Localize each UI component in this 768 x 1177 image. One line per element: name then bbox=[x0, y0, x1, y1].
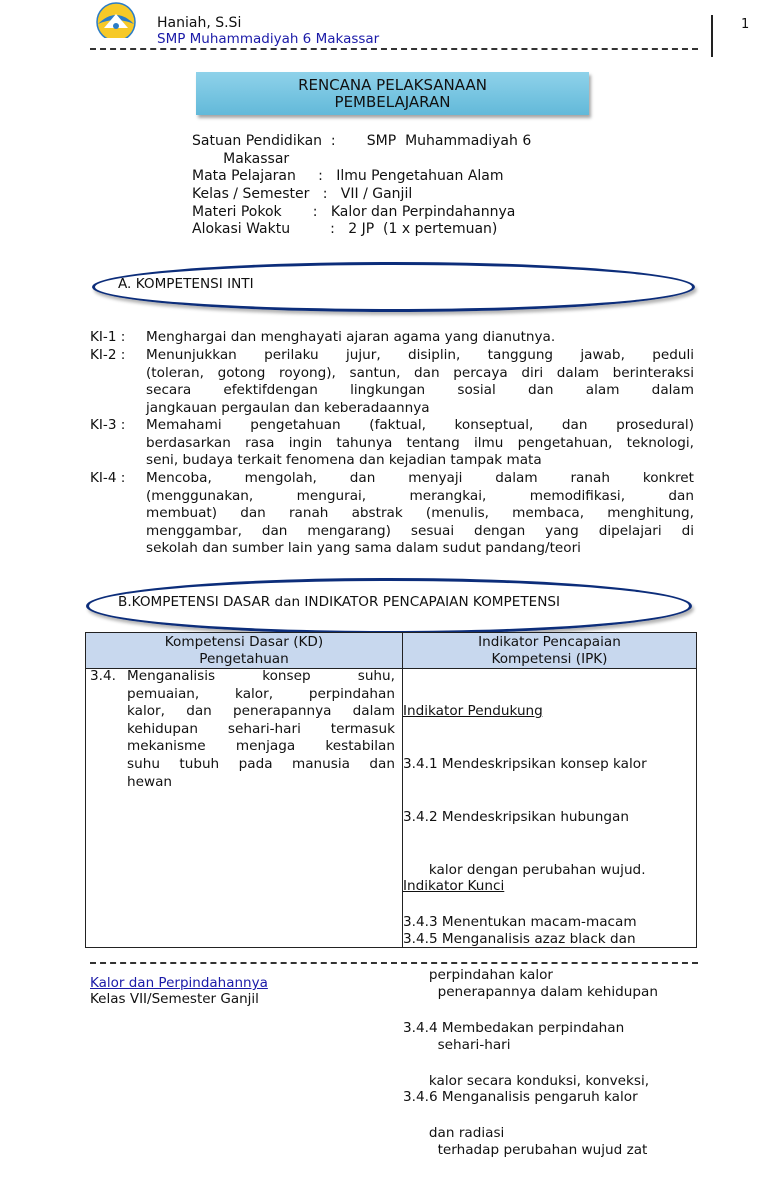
ipk-kunci-column bbox=[403, 843, 695, 1177]
document-title-banner bbox=[196, 72, 589, 115]
identity-line: Kelas / Semester : VII / Ganjil bbox=[192, 186, 413, 202]
ki-line: sekolah dan sumber lain yang sama dalam sudut pandang/teori bbox=[146, 540, 581, 557]
title-line-1: RENCANA PELAKSANAAN bbox=[298, 75, 487, 94]
ipk-line: dan radiasi bbox=[403, 1125, 505, 1142]
ki-label: KI-3 : bbox=[90, 417, 126, 433]
header-divider bbox=[711, 15, 713, 57]
header-text: Kompetensi (IPK) bbox=[491, 651, 608, 667]
section-a-heading: A. KOMPETENSI INTI bbox=[118, 276, 254, 292]
ki-line: Mencoba, mengolah, dan menyaji dalam ranah konkret bbox=[146, 470, 694, 486]
ki-text bbox=[146, 329, 694, 347]
kd-line: kehidupan sehari-hari termasuk bbox=[127, 720, 395, 737]
kd-description bbox=[127, 668, 395, 791]
header-author: Haniah, S.Si bbox=[157, 15, 242, 31]
ki-line: seni, budaya terkait fenomena dan kejadian tampak mata bbox=[146, 452, 542, 469]
table-header-kd bbox=[86, 634, 402, 668]
indikator-kunci-heading: Indikator Kunci bbox=[403, 878, 505, 895]
ki-line: Menghargai dan menghayati ajaran agama yang dianutnya. bbox=[146, 329, 556, 345]
ki-line: (menggunakan, mengurai, merangkai, memodifikasi, dan bbox=[146, 487, 694, 504]
ki-text bbox=[146, 417, 694, 470]
kd-number: 3.4. bbox=[90, 668, 116, 684]
page-number: 1 bbox=[741, 17, 750, 32]
ki-label: KI-2 : bbox=[90, 347, 126, 363]
identity-line: Mata Pelajaran : Ilmu Pengetahuan Alam bbox=[192, 168, 504, 184]
identity-line: Makassar bbox=[192, 151, 290, 167]
title-line-2: PEMBELAJARAN bbox=[334, 92, 451, 111]
header-text: Indikator Pencapaian bbox=[478, 634, 621, 650]
ki-line: membuat) dan ranah abstrak (menulis, membaca, menghitung, bbox=[146, 505, 694, 522]
ipk-line: 3.4.3 Menentukan macam-macam bbox=[403, 914, 637, 931]
ipk-line: kalor dengan perubahan wujud. bbox=[403, 861, 646, 878]
identity-line: Materi Pokok : Kalor dan Perpindahannya bbox=[192, 204, 516, 220]
ki-line: Menunjukkan perilaku jujur, disiplin, tanggung jawab, peduli bbox=[146, 347, 694, 363]
section-b-heading: B.KOMPETENSI DASAR dan INDIKATOR PENCAPAIAN KOMPETENSI bbox=[118, 594, 561, 610]
ipk-line: 3.4.5 Menganalisis azaz black dan bbox=[403, 930, 636, 947]
kd-line: suhu tubuh pada manusia dan bbox=[127, 755, 395, 772]
ki-label: KI-1 : bbox=[90, 329, 126, 345]
kd-line: kalor, dan penerapannya dalam bbox=[127, 703, 395, 720]
ipk-line: penerapannya dalam kehidupan bbox=[403, 983, 658, 1000]
ipk-line: 3.4.4 Membedakan perpindahan bbox=[403, 1019, 625, 1036]
header-text: Kompetensi Dasar (KD) bbox=[164, 634, 324, 650]
ki-line: (toleran, gotong royong), santun, dan percaya diri dalam berinteraksi bbox=[146, 364, 694, 381]
footer-topic-link[interactable]: Kalor dan Perpindahannya bbox=[90, 975, 268, 991]
ki-text bbox=[146, 347, 694, 417]
ipk-line: sehari-hari bbox=[403, 1036, 511, 1053]
ipk-line: 3.4.1 Mendeskripsikan konsep kalor bbox=[403, 755, 647, 772]
table-header-ipk bbox=[403, 634, 696, 668]
identity-line: Satuan Pendidikan : SMP Muhammadiyah 6 bbox=[192, 133, 532, 149]
header-school: SMP Muhammadiyah 6 Makassar bbox=[157, 31, 380, 47]
ipk-line: kalor secara konduksi, konveksi, bbox=[403, 1072, 650, 1089]
kd-line: hewan bbox=[127, 773, 173, 790]
kd-line: mekanisme menjaga kestabilan bbox=[127, 738, 395, 755]
indikator-pendukung-heading: Indikator Pendukung bbox=[403, 703, 543, 720]
ki-line: berdasarkan rasa ingin tahunya tentang ilmu pengetahuan, teknologi, bbox=[146, 434, 694, 451]
ki-text bbox=[146, 470, 694, 558]
ipk-line: perpindahan kalor bbox=[403, 967, 554, 984]
ki-line: jangkauan pergaulan dan keberadaannya bbox=[146, 399, 430, 416]
ipk-line: terhadap perubahan wujud zat bbox=[403, 1142, 648, 1159]
header-dashed-rule bbox=[90, 48, 698, 50]
kd-line: Menganalisis konsep suhu, bbox=[127, 668, 395, 684]
ki-line: secara efektifdengan lingkungan sosial dan alam dalam bbox=[146, 382, 694, 399]
ki-label: KI-4 : bbox=[90, 470, 126, 486]
footer-class-info: Kelas VII/Semester Ganjil bbox=[90, 991, 259, 1007]
ipk-line: 3.4.2 Mendeskripsikan hubungan bbox=[403, 808, 629, 825]
identity-line: Alokasi Waktu : 2 JP (1 x pertemuan) bbox=[192, 221, 498, 237]
ki-line: menggambar, dan mengarang) sesuai dengan yang dipelajari di bbox=[146, 522, 694, 539]
school-logo bbox=[88, 2, 144, 46]
footer-dashed-rule bbox=[90, 962, 698, 964]
kd-line: pemuaian, kalor, perpindahan bbox=[127, 685, 395, 702]
ipk-line: 3.4.6 Menganalisis pengaruh kalor bbox=[403, 1089, 638, 1106]
ki-line: Memahami pengetahuan (faktual, konseptual, dan prosedural) bbox=[146, 417, 694, 433]
header-text: Pengetahuan bbox=[199, 651, 289, 667]
